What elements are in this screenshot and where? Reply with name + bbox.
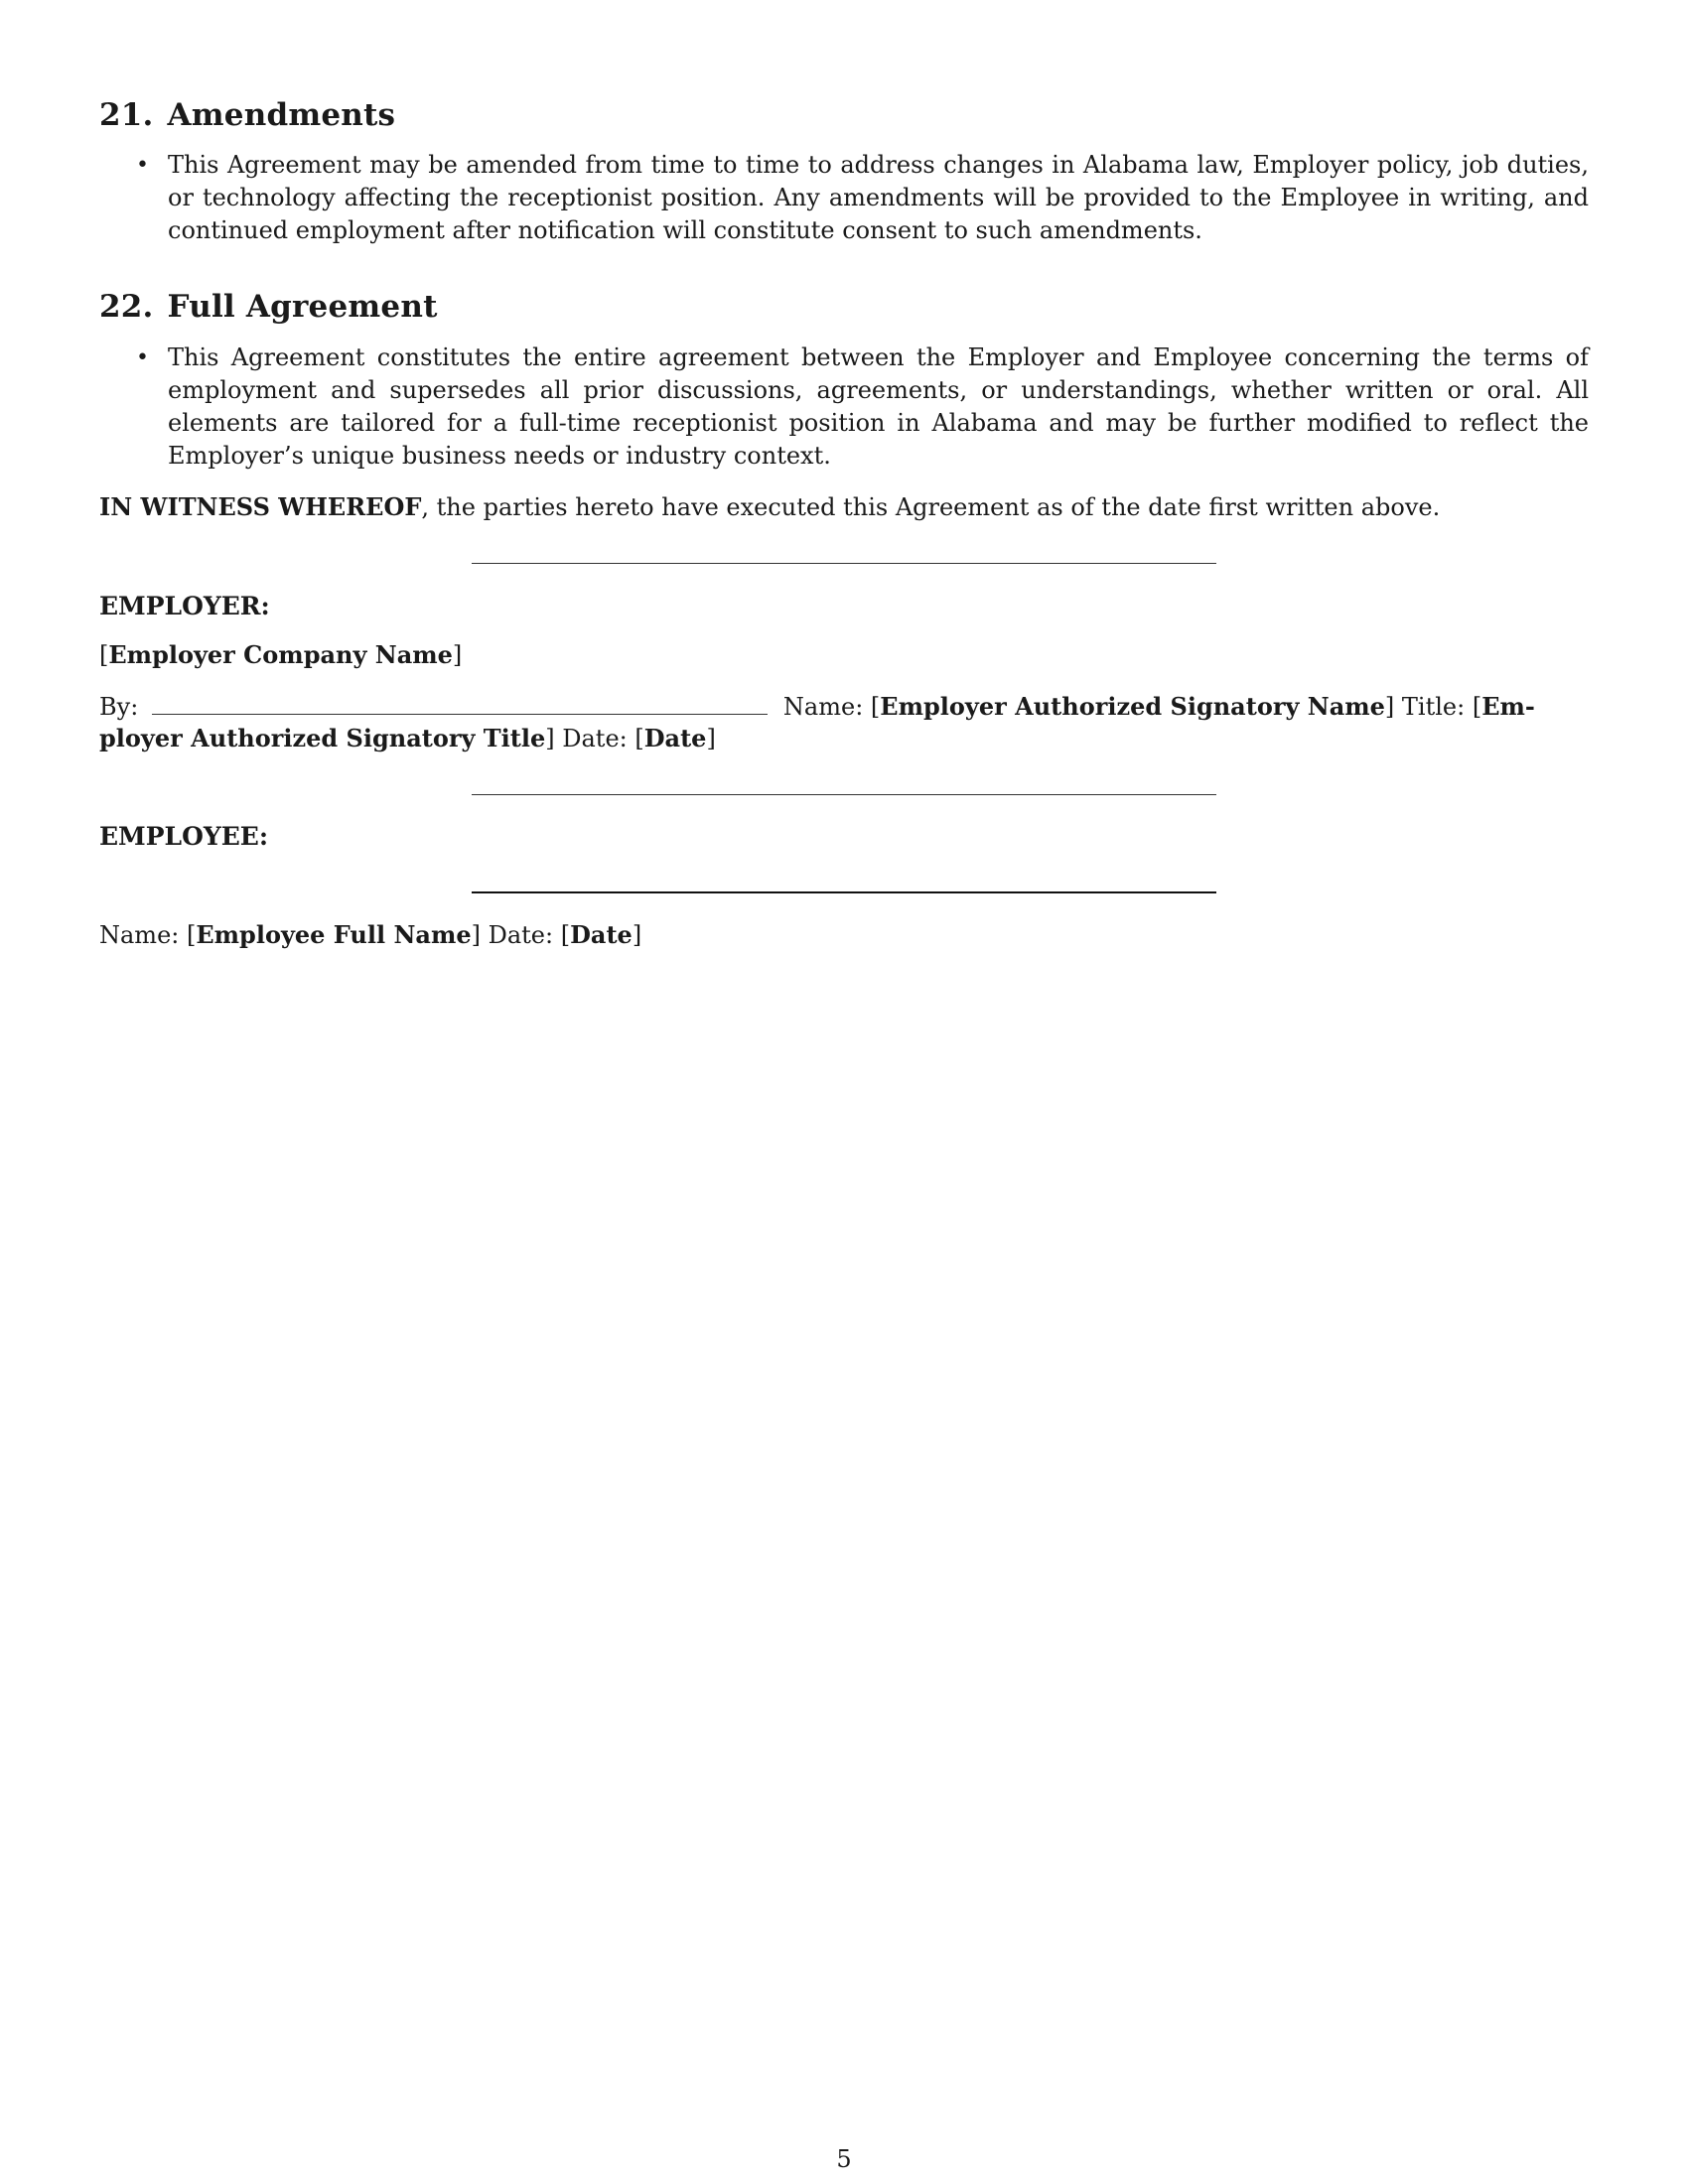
bullet-icon: • — [136, 345, 149, 370]
employer-company-name: Employer Company Name — [108, 640, 453, 669]
section-number: 21. — [99, 97, 154, 133]
signatory-title-part2: ployer Authorized Signatory Title — [99, 724, 546, 752]
section-title: Full Agreement — [167, 289, 438, 325]
date-label: Date: — [488, 921, 554, 949]
page-number: 5 — [836, 2145, 852, 2173]
employer-heading: EMPLOYER: — [99, 592, 270, 620]
witness-rest: , the parties hereto have executed this Agreement as of the date first written above. — [421, 493, 1441, 521]
divider — [472, 563, 1216, 564]
divider — [472, 794, 1216, 795]
section-heading-full-agreement — [99, 287, 438, 327]
employee-full-name: Employee Full Name — [196, 920, 472, 949]
signatory-title-part1: Em- — [1481, 692, 1535, 721]
section-title: Amendments — [167, 97, 396, 133]
employee-heading: EMPLOYEE: — [99, 822, 269, 851]
section-number: 22. — [99, 289, 154, 325]
title-label: Title: — [1401, 693, 1466, 721]
section-heading-amendments — [99, 95, 395, 135]
employer-company: [Employer Company Name] — [99, 640, 463, 669]
employee-signature-details: Name: [Employee Full Name] Date: [Date] — [99, 920, 642, 949]
amendments-text: This Agreement may be amended from time to time to address changes in Alabama law, Employer policy, job duties, or technology affecting the receptionist position. Any amendments will be provided to the Employee in writing, and continued employment after notification will constitute consent to such amendments. — [168, 151, 1589, 244]
by-label: By: — [99, 693, 139, 721]
witness-statement — [99, 490, 1589, 524]
name-label: Name: — [782, 693, 864, 721]
employer-signature-line-2: ployer Authorized Signatory Title] Date: [Date] — [99, 724, 716, 752]
date-label: Date: — [562, 725, 628, 752]
employer-signature-field[interactable] — [152, 688, 768, 715]
bullet-icon: • — [136, 153, 149, 178]
signatory-name: Employer Authorized Signatory Name — [880, 692, 1385, 721]
employee-date: Date — [570, 920, 633, 949]
employee-signature-field[interactable] — [472, 891, 1216, 893]
witness-lead: IN WITNESS WHEREOF — [99, 492, 422, 521]
employer-date: Date — [643, 724, 707, 752]
employer-signature-line-1: By: Name: [Employer Authorized Signatory Name] Title: [Em- — [99, 688, 1589, 724]
full-agreement-text: This Agreement constitutes the entire agreement between the Employer and Employee concerning the terms of employment and supersedes all prior discussions, agreements, or understandings, whether written or oral. All elements are tailored for a full-time receptionist position in Alabama and may be further modified to reflect the Employer’s unique business needs or industry context. — [168, 343, 1589, 470]
name-label: Name: — [99, 921, 180, 949]
